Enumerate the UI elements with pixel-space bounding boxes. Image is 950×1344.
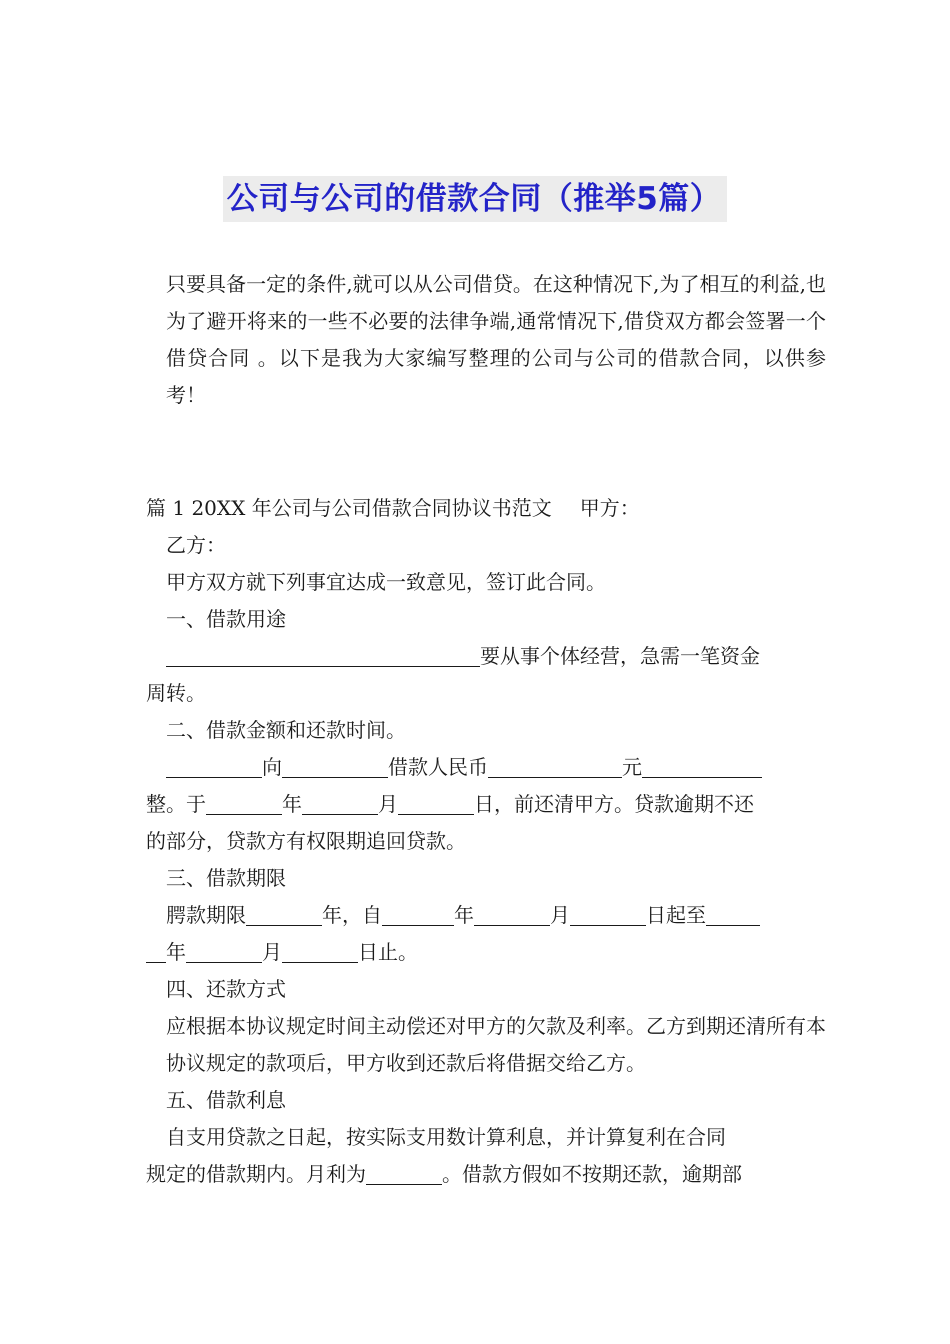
blank-field [166, 645, 480, 667]
clause3-word: 月 [550, 903, 570, 927]
blank-field [706, 904, 760, 926]
clause2-line2 [146, 786, 806, 823]
clause3-word: 年 [166, 940, 186, 964]
blank-field [282, 941, 358, 963]
blank-field [166, 756, 262, 778]
blank-field [570, 904, 646, 926]
party-a-label: 甲方： [579, 496, 640, 520]
clause3-word: 月 [262, 940, 282, 964]
clause2-word: 日，前还清甲方。贷款逾期不还 [474, 792, 754, 816]
clause1-line2: 周转。 [146, 681, 206, 705]
blank-field [146, 941, 166, 963]
blank-field [206, 793, 282, 815]
agreement-line: 甲方双方就下列事宜达成一致意见，签订此合同。 [166, 570, 606, 594]
blank-field [366, 1163, 442, 1185]
clause3-heading: 三、借款期限 [166, 866, 286, 890]
blank-field [246, 904, 322, 926]
clause5-word: 。借款方假如不按期还款，逾期部 [442, 1162, 742, 1186]
title-container [0, 176, 950, 222]
clause1-text: 要从事个体经营，急需一笔资金 [480, 644, 760, 668]
clause2-line1 [146, 749, 826, 786]
party-b-label: 乙方： [166, 533, 226, 557]
clause4-heading: 四、还款方式 [166, 977, 286, 1001]
clause2-word: 元 [622, 755, 642, 779]
clause2-word: 借款人民币 [388, 755, 488, 779]
clause5-line2 [146, 1156, 806, 1193]
clause3-line2 [146, 934, 806, 971]
clause1-line1 [146, 638, 826, 675]
clause5-line1: 自支用贷款之日起，按实际支用数计算利息，并计算复利在合同 [166, 1125, 726, 1149]
blank-field [398, 793, 474, 815]
clause2-line3: 的部分，贷款方有权限期追回贷款。 [146, 829, 466, 853]
blank-field [186, 941, 262, 963]
clause3-word: 年 [454, 903, 474, 927]
clause3-word: 腭款期限 [166, 903, 246, 927]
clause2-word: 整。于 [146, 792, 206, 816]
blank-field [302, 793, 378, 815]
clause2-word: 月 [378, 792, 398, 816]
clause5-heading: 五、借款利息 [166, 1088, 286, 1112]
clause2-heading: 二、借款金额和还款时间。 [166, 718, 406, 742]
clause5-word: 规定的借款期内。月利为 [146, 1162, 366, 1186]
clause3-word: 日止。 [358, 940, 418, 964]
section-heading: 篇 1 20XX 年公司与公司借款合同协议书范文 [146, 496, 552, 520]
intro-paragraph: 只要具备一定的条件,就可以从公司借贷。在这种情况下,为了相互的利益,也为了避开将来的一些不必要的法律争端,通常情况下,借贷双方都会签署一个借贷合同 。以下是我为大家编写整理的公司与公司的借款合同，以供参考！ [166, 272, 826, 407]
clause4-text: 应根据本协议规定时间主动偿还对甲方的欠款及利率。乙方到期还清所有本协议规定的款项后，甲方收到还款后将借据交给乙方。 [166, 1014, 826, 1075]
clause2-word: 向 [262, 755, 282, 779]
section-heading-line [146, 490, 806, 527]
clause3-word: 日起至 [646, 903, 706, 927]
blank-field [474, 904, 550, 926]
clause3-word: 年，自 [322, 903, 382, 927]
blank-field [282, 756, 388, 778]
blank-field [382, 904, 454, 926]
document-title: 公司与公司的借款合同（推举5篇） [223, 176, 728, 222]
blank-field [488, 756, 622, 778]
blank-field [642, 756, 762, 778]
clause2-word: 年 [282, 792, 302, 816]
clause1-heading: 一、借款用途 [166, 607, 286, 631]
clause3-line1 [146, 897, 826, 934]
